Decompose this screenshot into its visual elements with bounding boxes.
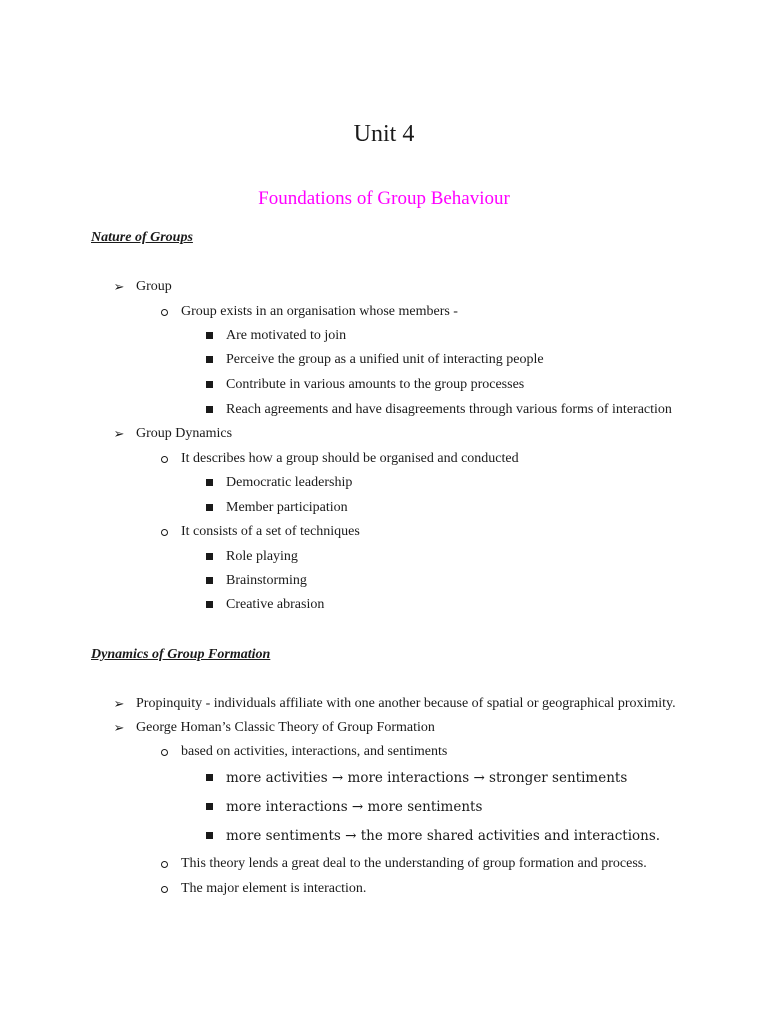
arrow-bullet-icon: ➢ [113,426,125,441]
list-item-text: more interactions → more sentiments [226,799,483,815]
list-item-text: Brainstorming [226,573,307,588]
list-item [226,826,660,847]
list-item [226,350,544,370]
square-bullet-icon [202,498,216,518]
list-item [113,277,172,297]
list-item-text: Reach agreements and have disagreements through various forms of interaction [226,402,672,417]
list-item-text: more activities → more interactions → stronger sentiments [226,770,628,786]
list-item-text: George Homan’s Classic Theory of Group Formation [136,720,435,735]
list-item [226,326,346,346]
list-item-text: Group exists in an organisation whose members - [181,304,458,319]
arrow-bullet-icon: ➢ [113,696,125,711]
square-bullet-icon [202,595,216,615]
arrow-bullet-icon: ➢ [113,279,125,294]
list-item [113,694,676,714]
page-title: Unit 4 [353,121,415,147]
square-bullet-icon [202,547,216,567]
list-item [226,400,672,420]
list-item-text: Perceive the group as a unified unit of interacting people [226,352,544,367]
square-bullet-icon [202,768,216,788]
circle-bullet-icon [157,742,171,763]
list-item-text: This theory lends a great deal to the understanding of group formation and process. [181,856,647,871]
list-item-text: Democratic leadership [226,475,353,490]
list-item [181,879,366,899]
list-item [226,498,348,518]
list-item [226,473,352,493]
square-bullet-icon [202,797,216,817]
square-bullet-icon [202,571,216,591]
square-bullet-icon [202,400,216,420]
arrow-bullet-icon: ➢ [113,720,125,735]
list-item-text: Group Dynamics [136,426,233,441]
square-bullet-icon [202,375,216,395]
circle-bullet-icon [157,449,171,470]
list-item [113,424,233,444]
list-item [113,718,435,738]
list-item [181,742,447,762]
list-item-text: Propinquity - individuals affiliate with one another because of spatial or geographical proximity. [136,696,676,711]
list-item [226,595,324,615]
list-item-text: based on activities, interactions, and sentiments [181,744,448,759]
list-item [226,375,524,395]
list-item-text: Creative abrasion [226,597,325,612]
list-item-text: Are motivated to join [226,328,347,343]
square-bullet-icon [202,326,216,346]
list-item [226,547,298,567]
list-item-text: Contribute in various amounts to the group processes [226,377,525,392]
circle-bullet-icon [157,854,171,875]
list-item-text: The major element is interaction. [181,881,367,896]
list-item-text: It describes how a group should be organised and conducted [181,451,519,466]
circle-bullet-icon [157,879,171,900]
list-item [181,449,519,469]
list-item-text: more sentiments → the more shared activities and interactions. [226,828,661,844]
list-item [181,302,458,322]
section-heading-dynamics-of-group-formation: Dynamics of Group Formation [91,647,271,662]
list-item-text: It consists of a set of techniques [181,524,360,539]
list-item [226,768,627,789]
list-item [226,797,482,818]
circle-bullet-icon [157,522,171,543]
page-subtitle: Foundations of Group Behaviour [258,188,510,209]
list-item-text: Member participation [226,500,348,515]
square-bullet-icon [202,473,216,493]
list-item [226,571,307,591]
list-item-text: Role playing [226,549,298,564]
list-item-text: Group [136,279,172,294]
square-bullet-icon [202,826,216,846]
list-item [181,854,647,874]
circle-bullet-icon [157,302,171,323]
section-heading-nature-of-groups: Nature of Groups [91,230,193,245]
list-item [181,522,360,542]
square-bullet-icon [202,350,216,370]
